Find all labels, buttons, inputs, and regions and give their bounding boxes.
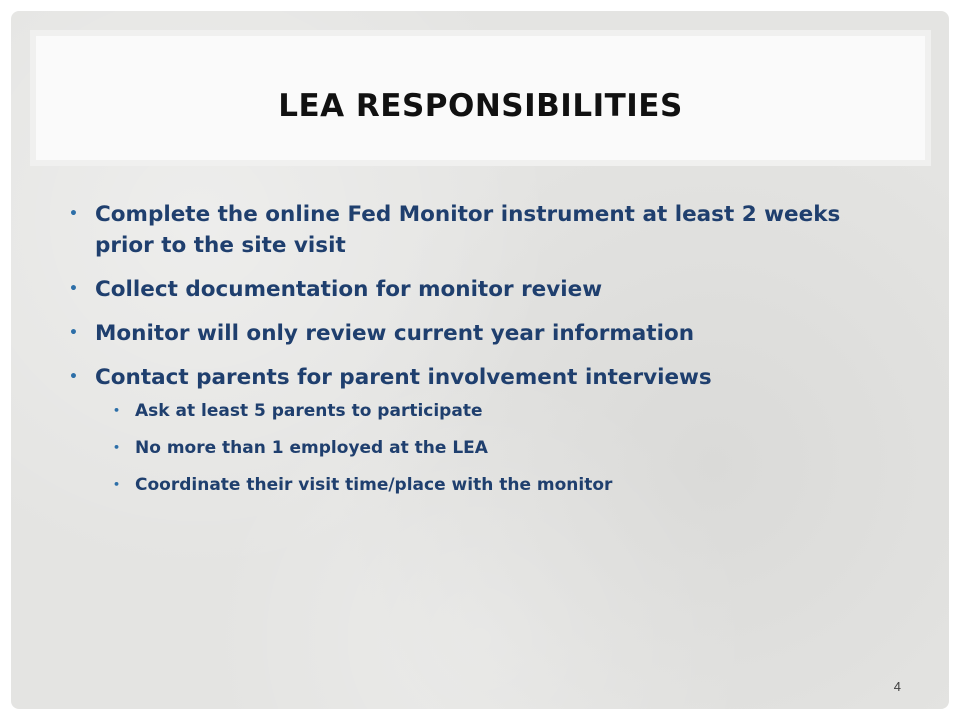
slide [11,11,949,709]
sub-bullet-group [59,399,889,497]
sub-bullet-text: Coordinate their visit time/place with the monitor [135,475,613,495]
bullet-item [59,318,889,349]
bullet-list [59,199,889,510]
sub-bullet-item [59,399,889,423]
bullet-dot-icon: • [69,206,78,222]
sub-bullet-item [59,436,889,460]
title-box [30,30,931,166]
sub-bullet-text: No more than 1 employed at the LEA [135,438,488,458]
bullet-item [59,199,889,261]
bullet-text: Contact parents for parent involvement interviews [95,365,712,390]
sub-bullet-item [59,473,889,497]
sub-bullet-text: Ask at least 5 parents to participate [135,401,483,421]
page-number: 4 [893,679,901,694]
bullet-dot-icon: • [69,325,78,341]
bullet-text: Complete the online Fed Monitor instrument at least 2 weeks prior to the site visit [95,202,841,258]
bullet-text: Monitor will only review current year information [95,321,695,346]
bullet-dot-icon: • [69,369,78,385]
sub-bullet-list [59,399,889,497]
sub-bullet-dot-icon: • [113,441,121,454]
bullet-item [59,274,889,305]
sub-bullet-dot-icon: • [113,404,121,417]
bullet-text: Collect documentation for monitor review [95,277,603,302]
slide-title: LEA RESPONSIBILITIES [278,88,683,124]
sub-bullet-dot-icon: • [113,478,121,491]
bullet-dot-icon: • [69,281,78,297]
bullet-item [59,362,889,393]
